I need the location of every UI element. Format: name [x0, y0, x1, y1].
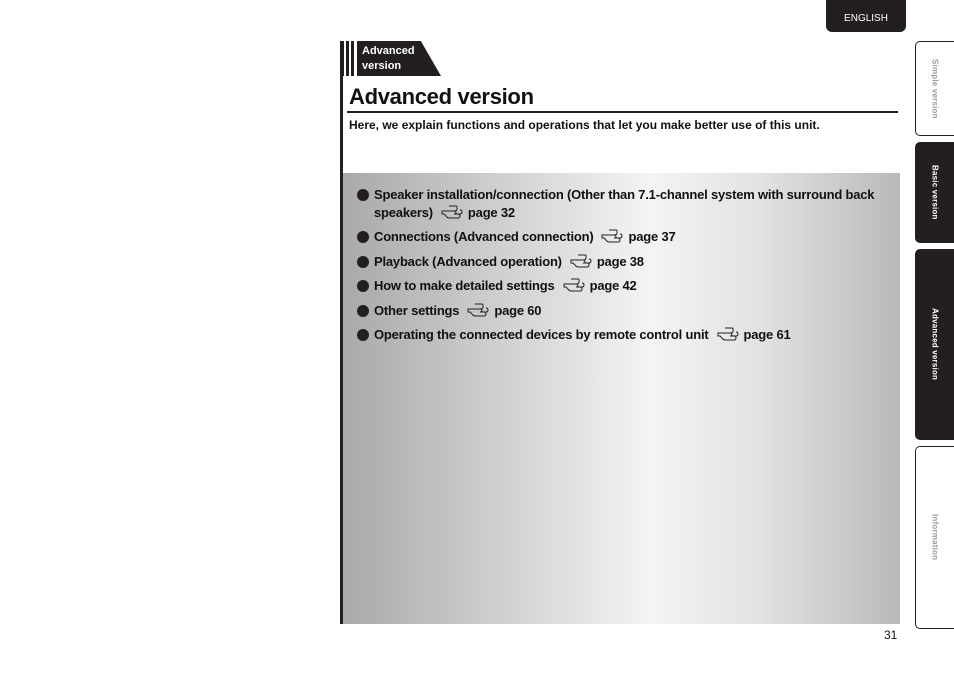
page-subtitle: Here, we explain functions and operations that let you make better use of this unit.	[349, 118, 820, 132]
language-label: ENGLISH	[844, 12, 888, 24]
list-item[interactable]	[357, 277, 884, 295]
side-tab-label: Basic version	[930, 165, 940, 220]
pointing-hand-icon	[563, 278, 589, 292]
side-tab-basic-version[interactable]	[915, 142, 954, 243]
list-item[interactable]	[357, 228, 884, 246]
badge-label-line2: version	[362, 60, 402, 72]
list-item-page-link[interactable]: page 38	[596, 254, 644, 269]
badge-label	[362, 44, 415, 74]
bullet-dot-icon	[357, 256, 369, 268]
list-item-label: Operating the connected devices by remote control unit	[374, 327, 709, 342]
pointing-hand-icon	[601, 229, 627, 243]
section-badge	[341, 41, 441, 76]
bullet-dot-icon	[357, 305, 369, 317]
list-item-page-link[interactable]: page 60	[494, 303, 542, 318]
list-item[interactable]	[357, 186, 884, 222]
badge-label-line1: Advanced	[362, 45, 415, 57]
page-number: 31	[884, 628, 898, 642]
pointing-hand-icon	[467, 303, 493, 317]
page-title: Advanced version	[349, 84, 534, 109]
list-item-page-link[interactable]: page 37	[628, 229, 676, 244]
side-tab-advanced-version[interactable]	[915, 249, 954, 440]
list-item[interactable]	[357, 326, 884, 344]
list-item[interactable]	[357, 253, 884, 271]
list-item-label: Other settings	[374, 303, 460, 318]
bullet-dot-icon	[357, 280, 369, 292]
pointing-hand-icon	[441, 205, 467, 219]
side-tab-information[interactable]	[915, 446, 954, 629]
bullet-dot-icon	[357, 231, 369, 243]
badge-stripe	[341, 41, 344, 76]
bullet-dot-icon	[357, 189, 369, 201]
list-item-page-link[interactable]: page 42	[589, 278, 637, 293]
list-item-label: Connections (Advanced connection)	[374, 229, 594, 244]
badge-stripe	[346, 41, 349, 76]
list-item[interactable]	[357, 302, 884, 320]
list-item-page-link[interactable]: page 32	[467, 205, 515, 220]
title-underline	[347, 111, 898, 113]
side-tab-simple-version[interactable]	[915, 41, 954, 136]
list-item-label: Speaker installation/connection (Other than 7.1-channel system with surround back speakers)	[374, 187, 875, 220]
side-tab-label: Advanced version	[930, 308, 940, 381]
list-item-label: Playback (Advanced operation)	[374, 254, 562, 269]
list-item-page-link[interactable]: page 61	[743, 327, 791, 342]
side-tab-label: Information	[930, 514, 940, 561]
pointing-hand-icon	[570, 254, 596, 268]
list-item-label: How to make detailed settings	[374, 278, 555, 293]
bullet-dot-icon	[357, 329, 369, 341]
badge-stripe	[351, 41, 354, 76]
pointing-hand-icon	[717, 327, 743, 341]
side-tab-label: Simple version	[930, 58, 940, 119]
language-tab	[826, 0, 906, 32]
